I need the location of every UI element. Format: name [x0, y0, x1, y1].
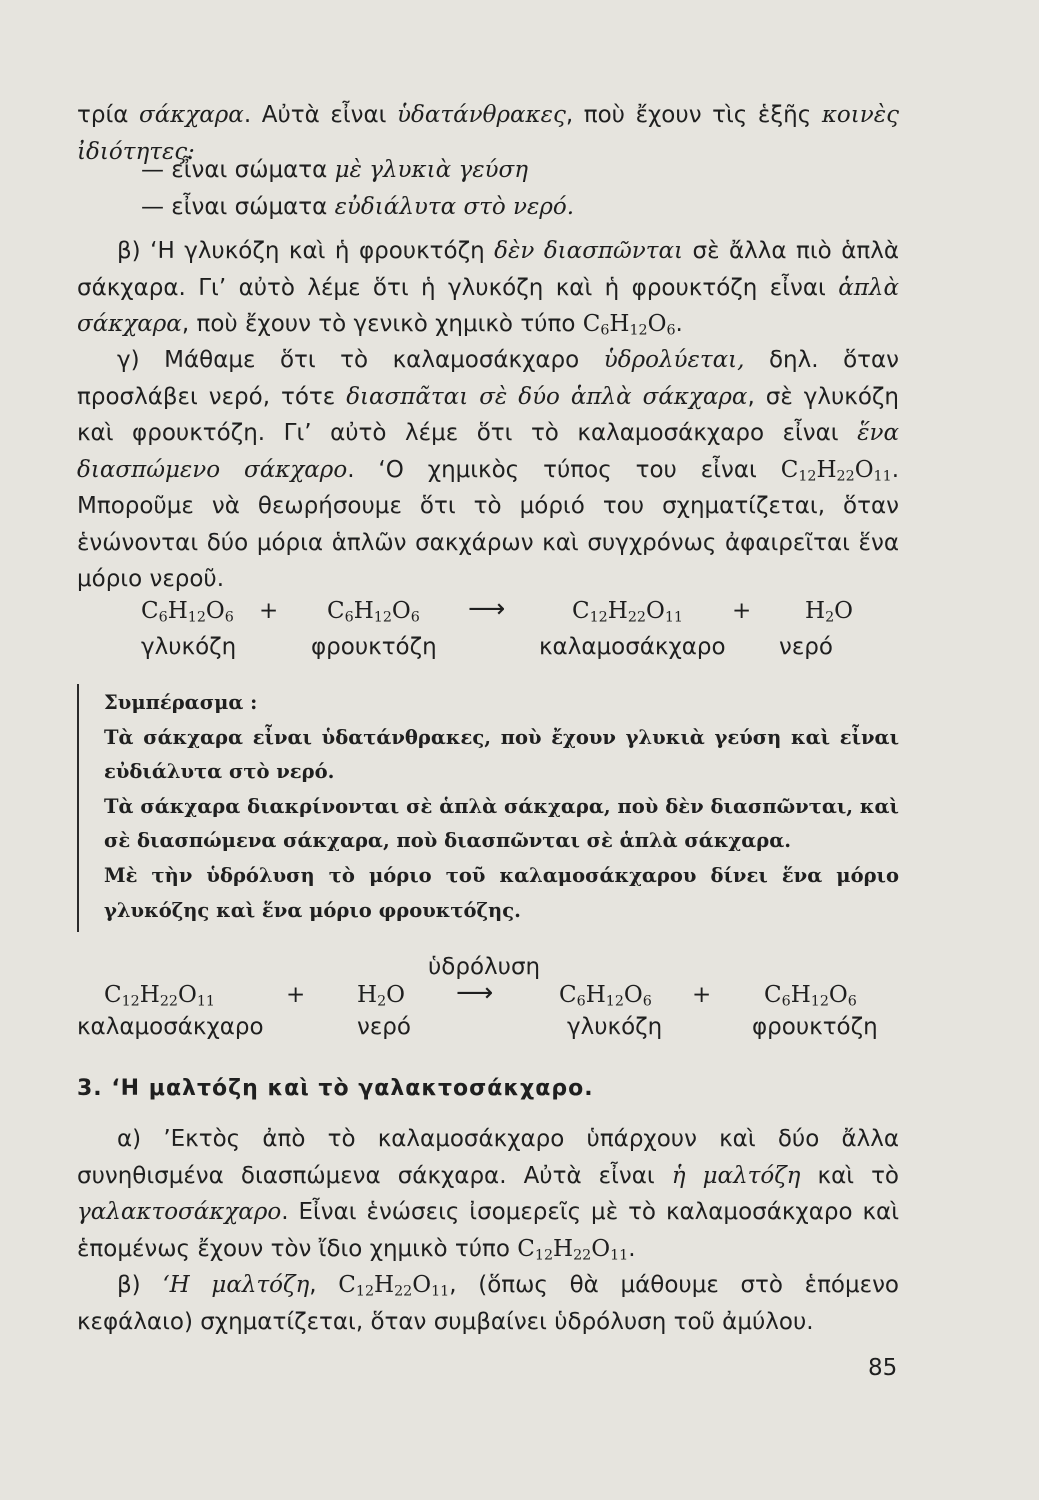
eq1-label-fructose: φρουκτόζη: [311, 634, 437, 660]
eq2-term-glucose: $C_6H_{12}O_6$: [559, 982, 652, 1010]
text: α) ’Εκτὸς ἀπὸ τὸ καλαμοσάκχαρο ὑπάρχουν καὶ δύο ἄλλα συνηθισμένα διασπώμενα σάκχαρα. Αὐτὰ εἶναι: [77, 1126, 899, 1189]
eq1-term-glucose: $C_6H_{12}O_6$: [141, 598, 234, 626]
eq2-term-water: $H_2O$: [357, 982, 405, 1010]
italic-text: κοινὲς ἰδιότητες:: [77, 102, 899, 165]
text: , ποὺ ἔχουν τὶς ἑξῆς: [565, 102, 822, 128]
conclusion-statement-1: Τὰ σάκχαρα εἶναι ὑδατάνθρακες, ποὺ ἔχουν γλυκιὰ γεύση καὶ εἶναι εὐδιάλυτα στὸ νερό.: [104, 725, 899, 784]
paragraph-gamma: [77, 342, 899, 598]
eq2-plus: +: [692, 982, 712, 1008]
text: , (ὅπως θὰ μάθουμε στὸ ἑπόμενο κεφάλαιο) σχηματίζεται, ὅταν συμβαίνει ὑδρόλυση τοῦ ἀμύλου.: [77, 1272, 899, 1335]
text: . ‘Ο χημικὸς τύπος του εἶναι: [347, 456, 781, 483]
eq1-arrow: ⟶: [468, 594, 506, 624]
text: , ποὺ ἔχουν τὸ γενικὸ χημικὸ τύπο: [181, 311, 583, 337]
eq1-term-sucrose: $C_{12}H_{22}O_{11}$: [572, 598, 683, 626]
eq1-term-water: $H_2O$: [805, 598, 853, 626]
property-line-1: [141, 155, 528, 185]
text: β) ‘Η γλυκόζη καὶ ἡ φρουκτόζη: [117, 238, 495, 264]
text: . Μποροῦμε νὰ θεωρήσουμε ὅτι τὸ μόριό του σχηματίζεται, ὅταν ἑνώνονται δύο μόρια ἁπλῶν σακχάρων καὶ συγχρόνως ἀφαιρεῖται ἕνα μόριο νεροῦ.: [77, 456, 899, 592]
italic-text: δὲν διασπῶνται: [494, 238, 684, 264]
formula-glucose: $C_6H_{12}O_6$: [582, 311, 676, 339]
text: τρία: [77, 102, 139, 128]
italic-text: μὲ γλυκιὰ γεύση: [334, 157, 528, 183]
eq1-label-sucrose: καλαμοσάκχαρο: [539, 634, 726, 660]
eq2-label-water: νερό: [357, 1014, 411, 1040]
section-heading: 3. ‘Η μαλτόζη καὶ τὸ γαλακτοσάκχαρο.: [77, 1076, 594, 1101]
eq2-term-sucrose: $C_{12}H_{22}O_{11}$: [104, 982, 215, 1010]
eq1-label-glucose: γλυκόζη: [141, 634, 237, 660]
text: . Αὐτὰ εἶναι: [243, 102, 398, 128]
eq2-arrow: ⟶: [456, 978, 494, 1008]
eq1-plus: +: [732, 598, 752, 624]
eq1-term-fructose: $C_6H_{12}O_6$: [327, 598, 420, 626]
eq1-plus: +: [259, 598, 279, 624]
page-number: 85: [868, 1355, 898, 1381]
property-line-2: [141, 192, 574, 222]
text: δηλ. ὅταν προσλάβει νερό, τότε: [77, 347, 900, 410]
italic-text: εὐδιάλυτα στὸ νερό.: [334, 194, 575, 220]
eq2-term-fructose: $C_6H_{12}O_6$: [764, 982, 857, 1010]
text: γ) Μάθαμε ὅτι τὸ καλαμοσάκχαρο: [117, 347, 604, 373]
italic-text: διασπᾶται σὲ δύο ἁπλὰ σάκχαρα: [346, 383, 748, 410]
eq2-label-sucrose: καλαμοσάκχαρο: [77, 1014, 264, 1040]
italic-text: ἡ μαλτόζη: [671, 1162, 801, 1189]
eq2-label-glucose: γλυκόζη: [567, 1014, 663, 1040]
formula-maltose: $C_{12}H_{22}O_{11}$: [338, 1272, 450, 1300]
conclusion-statement-3: Μὲ τὴν ὑδρόλυση τὸ μόριο τοῦ καλαμοσάκχαρου δίνει ἕνα μόριο γλυκόζης καὶ ἕνα μόριο φρουκτόζης.: [104, 863, 899, 922]
paragraph-alpha: α) ’Εκτὸς ἀπὸ τὸ καλαμοσάκχαρο ὑπάρχουν καὶ δύο ἄλλα συνηθισμένα διασπώμενα σάκχαρα. Αὐτὰ εἶναι ἡ μαλτόζη καὶ τὸ γαλακτοσάκχαρο. Εἶναι ἑνώσεις ἰσομερεῖς μὲ τὸ καλαμοσάκχαρο καὶ ἑπομένως ἔχουν τὸν ἴδιο χημικὸ τύπο $C_{12}H_{22}O_{11}$.: [77, 1126, 900, 1264]
italic-text: ‘Η μαλτόζη: [162, 1272, 310, 1298]
text: — εἶναι σώματα: [141, 157, 335, 183]
text: καὶ τὸ: [800, 1162, 900, 1189]
italic-text: ὑδατάνθρακες: [397, 102, 566, 128]
italic-text: γαλακτοσάκχαρο: [77, 1199, 282, 1225]
eq2-condition-label: ὑδρόλυση: [428, 954, 541, 980]
formula-isomer: $C_{12}H_{22}O_{11}$: [517, 1235, 629, 1264]
paragraph-beta: β) ‘Η γλυκόζη καὶ ἡ φρουκτόζη δὲν διασπῶνται σὲ ἄλλα πιὸ ἁπλὰ σάκχαρα. Γι’ αὐτὸ λέμε ὅτι ἡ γλυκόζη καὶ ἡ φρουκτόζη εἶναι ἁπλὰ σάκχαρα, ποὺ ἔχουν τὸ γενικὸ χημικὸ τύπο $C_6H_{12}O_6$.: [77, 238, 899, 339]
text: σὲ ἄλλα πιὸ ἁπλὰ σάκχαρα. Γι’ αὐτὸ λέμε ὅτι ἡ γλυκόζη καὶ ἡ φρουκτόζη εἶναι: [77, 238, 899, 301]
conclusion-title: Συμπέρασμα :: [104, 691, 258, 714]
eq2-label-fructose: φρουκτόζη: [752, 1014, 878, 1040]
italic-text: ὑδρολύεται,: [603, 347, 745, 373]
paragraph-beta-maltose: β) ‘Η μαλτόζη, $C_{12}H_{22}O_{11}$, (ὅπως θὰ μάθουμε στὸ ἑπόμενο κεφάλαιο) σχηματίζεται, ὅταν συμβαίνει ὑδρόλυση τοῦ ἀμύλου.: [77, 1272, 899, 1335]
conclusion-statement-2: Τὰ σάκχαρα διακρίνονται σὲ ἁπλὰ σάκχαρα, ποὺ δὲν διασπῶνται, καὶ σὲ διασπώμενα σάκχαρα, ποὺ διασπῶνται σὲ ἁπλὰ σάκχαρα.: [104, 794, 899, 853]
text: β): [117, 1272, 163, 1298]
italic-text: ἁπλὰ σάκχαρα: [77, 274, 899, 337]
italic-text: σάκχαρα: [139, 102, 244, 128]
italic-text: ἕνα διασπώμενο σάκχαρο: [77, 420, 899, 483]
eq2-plus: +: [286, 982, 306, 1008]
text: . Εἶναι ἑνώσεις ἰσομερεῖς μὲ τὸ καλαμοσάκχαρο καὶ ἑπομένως ἔχουν τὸν ἴδιο χημικὸ τύπο: [77, 1199, 899, 1262]
eq1-label-water: νερό: [779, 634, 833, 660]
formula-sucrose: $C_{12}H_{22}O_{11}$: [780, 456, 892, 485]
text: — εἶναι σώματα: [141, 194, 335, 220]
conclusion-box: [104, 686, 899, 928]
text: , σὲ γλυκόζη καὶ φρουκτόζη. Γι’ αὐτὸ λέμε ὅτι τὸ καλαμοσάκχαρο εἶναι: [77, 383, 900, 446]
